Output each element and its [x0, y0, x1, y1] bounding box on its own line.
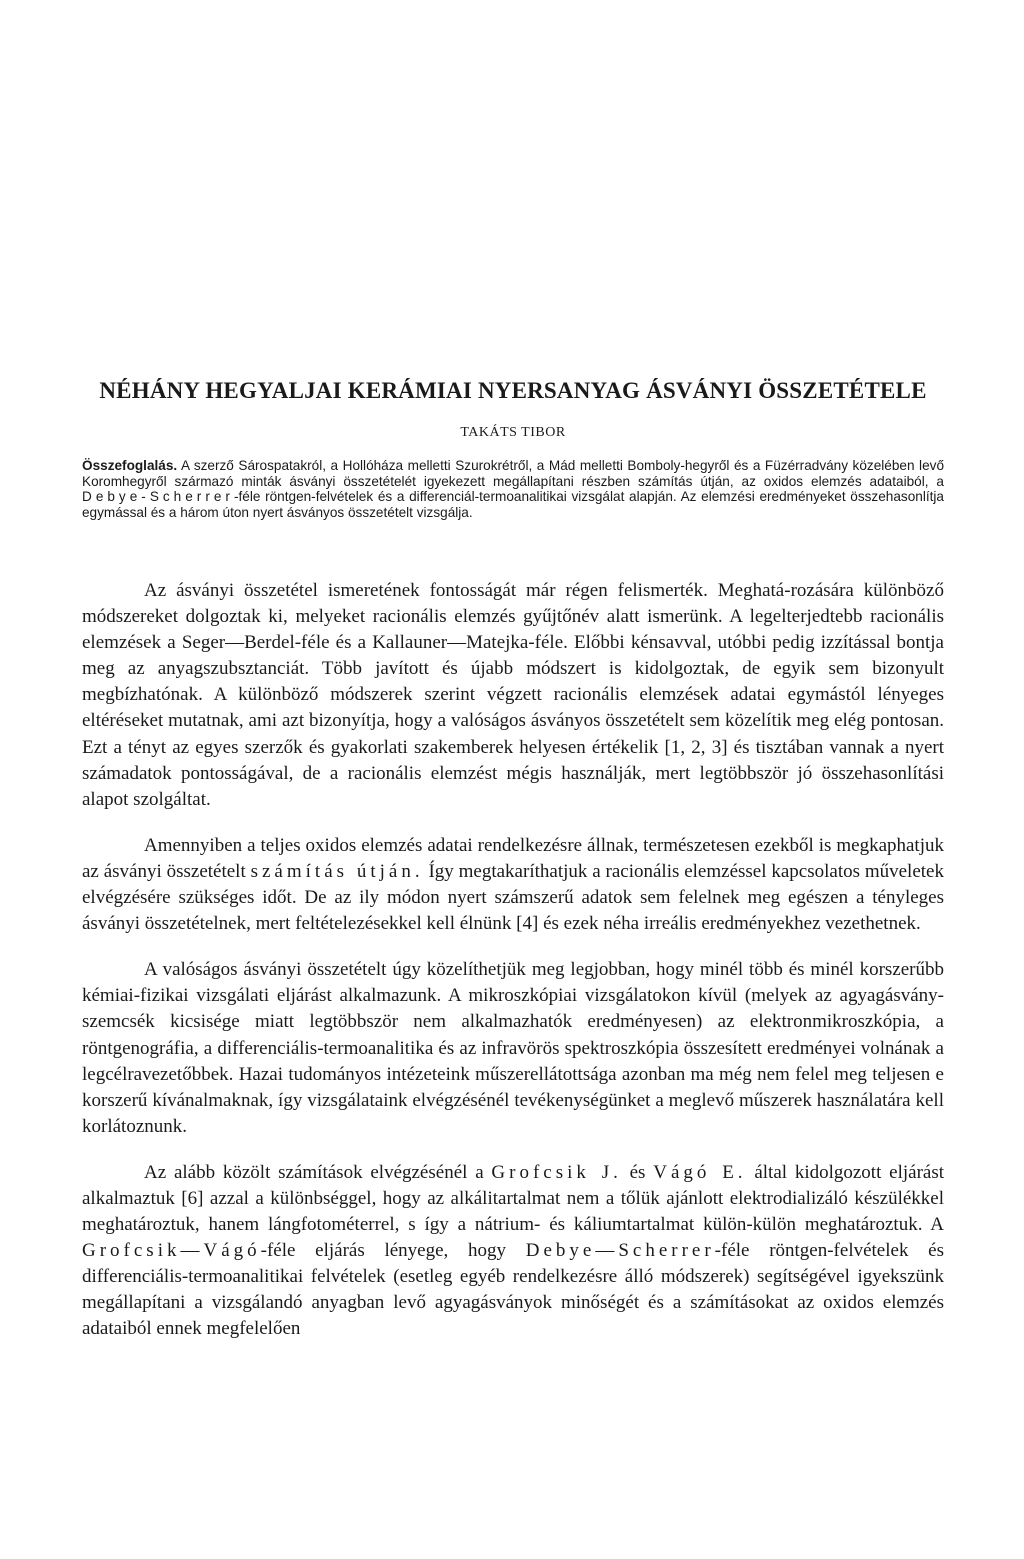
paragraph-4-c: -féle eljárás lényege, hogy — [260, 1240, 526, 1262]
paragraph-2-spaced: számítás útján. — [250, 860, 424, 882]
abstract-label: Összefoglalás. — [82, 458, 178, 473]
author-name: TAKÁTS TIBOR — [460, 425, 566, 440]
paragraph-2-a: Amennyiben a teljes oxidos elemzés adatai rendelkezésre állnak, természetesen ezekből is megkaphatjuk az ásványi összetételt — [82, 834, 944, 882]
abstract-debye-scherrer: Debye-Scherrer — [82, 489, 234, 504]
paragraph-2 — [82, 833, 944, 937]
paragraph-2-b: Így megtakaríthatjuk a racionális elemzéssel kapcsolatos műveletek elvégzésére szükséges időt. De az ily módon nyert számszerű adatok sem felelnek meg egészen a tényleges ásványi összetételnek, mert feltételezésekkel kell élnünk [4] és ezek néha irreális eredményekhez vezethetnek. — [82, 860, 944, 935]
paragraph-3: A valóságos ásványi összetételt úgy közelíthetjük meg legjobban, hogy minél több és minél korszerűbb kémiai-fizikai vizsgálati eljárást alkalmazunk. A mikroszkópiai vizsgálatokon kívül (melyek az agyagásvány-szemcsék kicsisége miatt legtöbbször nem alkalmazhatók eredményesen) az elektronmikroszkópia, a röntgenográfia, a differenciális-termoanalitika és az infravörös spektroszkópia összesített eredményei volnának a legcélravezetőbbek. Hazai tudományos intézeteink műszerellátottsága azonban ma még nem felel meg teljesen e korszerű kívánalmaknak, így vizsgálataink elvégzésénél tevékenységünket a meglevő műszerek használatára kell korlátoznunk. — [82, 959, 944, 1137]
abstract-text-a: A szerző Sárospatakról, a Hollóháza melletti Szurokrétről, a Mád melletti Bomboly-hegyről és a Füzérradvány közelében levő Koromhegyről származó minták ásványi összetételét igyekezett megállapítani részben számítás útján, az oxidos elemzés adataiból, a — [82, 458, 944, 489]
abstract — [82, 458, 944, 520]
paragraph-4-and: és — [621, 1161, 654, 1183]
method-ref-grofcsik-vago: Grofcsik—Vágó — [82, 1240, 261, 1262]
author-ref-grofcsik: Grofcsik J. — [491, 1161, 622, 1183]
method-ref-debye-scherrer: Debye—Scherrer — [525, 1240, 715, 1262]
paragraph-1: Az ásványi összetétel ismeretének fontosságát már régen felismerték. Meghatá-rozására különböző módszereket dolgoztak ki, melyeket racionális elemzés gyűjtőnév alatt ismerünk. A legelterjedtebb racionális elemzések a Seger—Berdel-féle és a Kallauner—Matejka-féle. Előbbi kénsavval, utóbbi pedig izzítással bontja meg az anyagszubsztanciát. Több javított és újabb módszert is kidolgoztak, de egyik sem bizonyult megbízhatónak. A különböző módszerek szerint végzett racionális elemzések adatai egymástól lényeges eltéréseket mutatnak, ami azt bizonyítja, hogy a valóságos ásványos összetételt sem közelítik meg elég pontosan. Ezt a tényt az egyes szerzők és gyakorlati szakemberek helyesen értékelik [1, 2, 3] és tisztában vannak a nyert számadatok pontosságával, de a racionális elemzést mégis használják, mert legtöbbször jó összehasonlítási alapot szolgáltat. — [82, 580, 944, 810]
abstract-text-b: -féle röntgen-felvételek és a differenciál-termoanalitikai vizsgálat alapján. Az elemzési eredményeket összehasonlítja egymással és a három úton nyert ásványos összetételt vizsgálja. — [82, 489, 944, 520]
paragraph-4-d: -féle röntgen-felvételek és differenciális-termoanalitikai felvételek (esetleg egyéb rendelkezésre álló módszerek) segítségével igyekszünk megállapítani a vizsgálandó anyagban levő agyagásványok minőségét és a számításokat az oxidos elemzés adataiból ennek megfelelően — [82, 1240, 944, 1340]
article-body — [82, 578, 944, 1363]
author-ref-vago: Vágó E. — [653, 1161, 747, 1183]
paragraph-4 — [82, 1160, 944, 1343]
paragraph-4-a: Az alább közölt számítások elvégzésénél a — [144, 1161, 492, 1183]
article-title: NÉHÁNY HEGYALJAI KERÁMIAI NYERSANYAG ÁSVÁNYI ÖSSZETÉTELE — [99, 378, 927, 403]
paragraph-4-b: által kidolgozott eljárást alkalmaztuk [6] azzal a különbséggel, hogy az alkálitartalmat nem a tőlük ajánlott elektrodializáló készülékkel meghatároztuk, hanem lángfotométerrel, s így a nátrium- és káliumtartalmat külön-külön meghatároztuk. A — [82, 1161, 945, 1236]
